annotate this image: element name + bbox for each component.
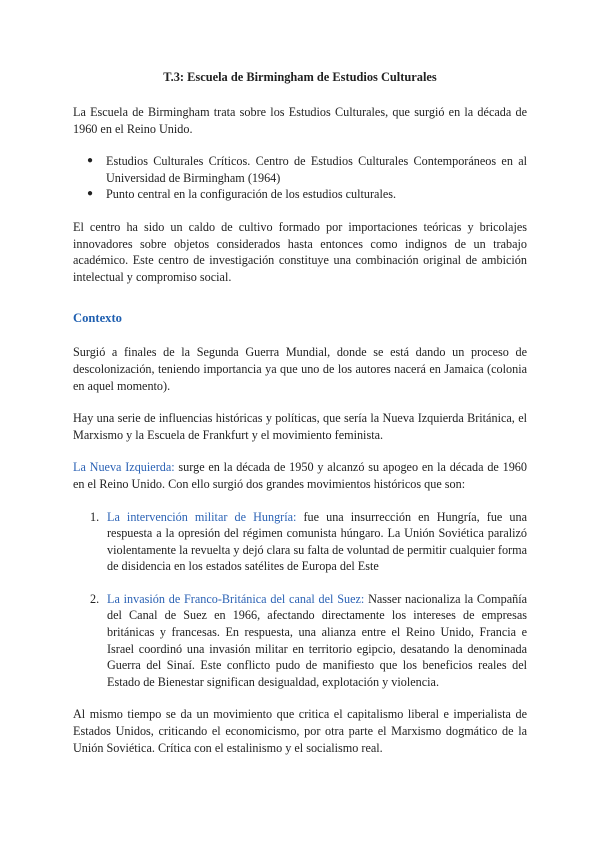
- list-item: [90, 591, 528, 691]
- centro-paragraph: El centro ha sido un caldo de cultivo formado por importaciones teóricas y bricolajes innovadores sobre objetos considerados hasta entonces como indignos de un trabajo académico. Este centro de investigación constituye una combinación original de ambición intelectual y compromiso social.: [73, 219, 527, 284]
- bullet-list: [73, 153, 527, 203]
- bullet-text: Punto central en la configuración de los estudios culturales.: [106, 187, 397, 202]
- list-item: [87, 153, 527, 186]
- event-label: La invasión de Franco-Británica del canal del Suez:: [107, 591, 365, 606]
- event-label: La intervención militar de Hungría:: [107, 509, 297, 524]
- intro-paragraph: La Escuela de Birmingham trata sobre los Estudios Culturales, que surgió en la década de 1960 en el Reino Unido.: [73, 105, 527, 136]
- event-text: Nasser nacionaliza la Compañía del Canal de Suez en 1966, afectando directamente los intereses de empresas británicas y francesas. En respuesta, una alianza entre el Reino Unido, Francia e Israel coordinó una invasión militar en territorio egipcio, desatando la denominada Guerra del Sinaí. Este conflicto pudo de manifiesto que los beneficios reales del Estado de Bienestar significan desigualdad, explotación y violencia.: [107, 591, 528, 689]
- nueva-izquierda-label: La Nueva Izquierda:: [73, 460, 175, 475]
- section-heading-contexto: Contexto: [73, 311, 122, 326]
- bullet-icon: ●: [87, 155, 94, 167]
- event-text: fue una insurrección en Hungría, fue una respuesta a la opresión del régimen comunista húngaro. La Unión Soviética paralizó violentamente la revuelta y dejó clara su falta de voluntad de permitir cualquier forma de disidencia en los estados satélites de Europa del Este: [107, 509, 527, 574]
- document-title: T.3: Escuela de Birmingham de Estudios Culturales: [163, 70, 437, 84]
- events-list: [73, 509, 527, 691]
- list-number: 1.: [90, 509, 100, 524]
- bullet-text: Estudios Culturales Críticos. Centro de Estudios Culturales Contemporáneos en al Universidad de Birmingham (1964): [106, 154, 527, 185]
- nueva-izquierda-text: surge en la década de 1950 y alcanzó su apogeo en la década de 1960 en el Reino Unido. Con ello surgió dos grandes movimientos históricos que son:: [73, 460, 527, 491]
- surgio-paragraph: Surgió a finales de la Segunda Guerra Mundial, donde se está dando un proceso de descolonización, teniendo importancia ya que uno de los autores nacerá en Jamaica (colonia en aquel momento).: [73, 345, 527, 393]
- influencias-paragraph: Hay una serie de influencias históricas y políticas, que sería la Nueva Izquierda Británica, el Marxismo y la Escuela de Frankfurt y el movimiento feminista.: [73, 411, 527, 442]
- list-number: 2.: [90, 591, 100, 606]
- list-item: [90, 509, 527, 575]
- list-item: [87, 186, 527, 203]
- nueva-izquierda-paragraph: [73, 459, 527, 492]
- bullet-icon: ●: [87, 188, 94, 200]
- final-paragraph: Al mismo tiempo se da un movimiento que critica el capitalismo liberal e imperialista de Estados Unidos, criticando el economicismo, por otra parte el Marxismo dogmático de la Unión Soviética. Crítica con el estalinismo y el socialismo real.: [73, 707, 527, 755]
